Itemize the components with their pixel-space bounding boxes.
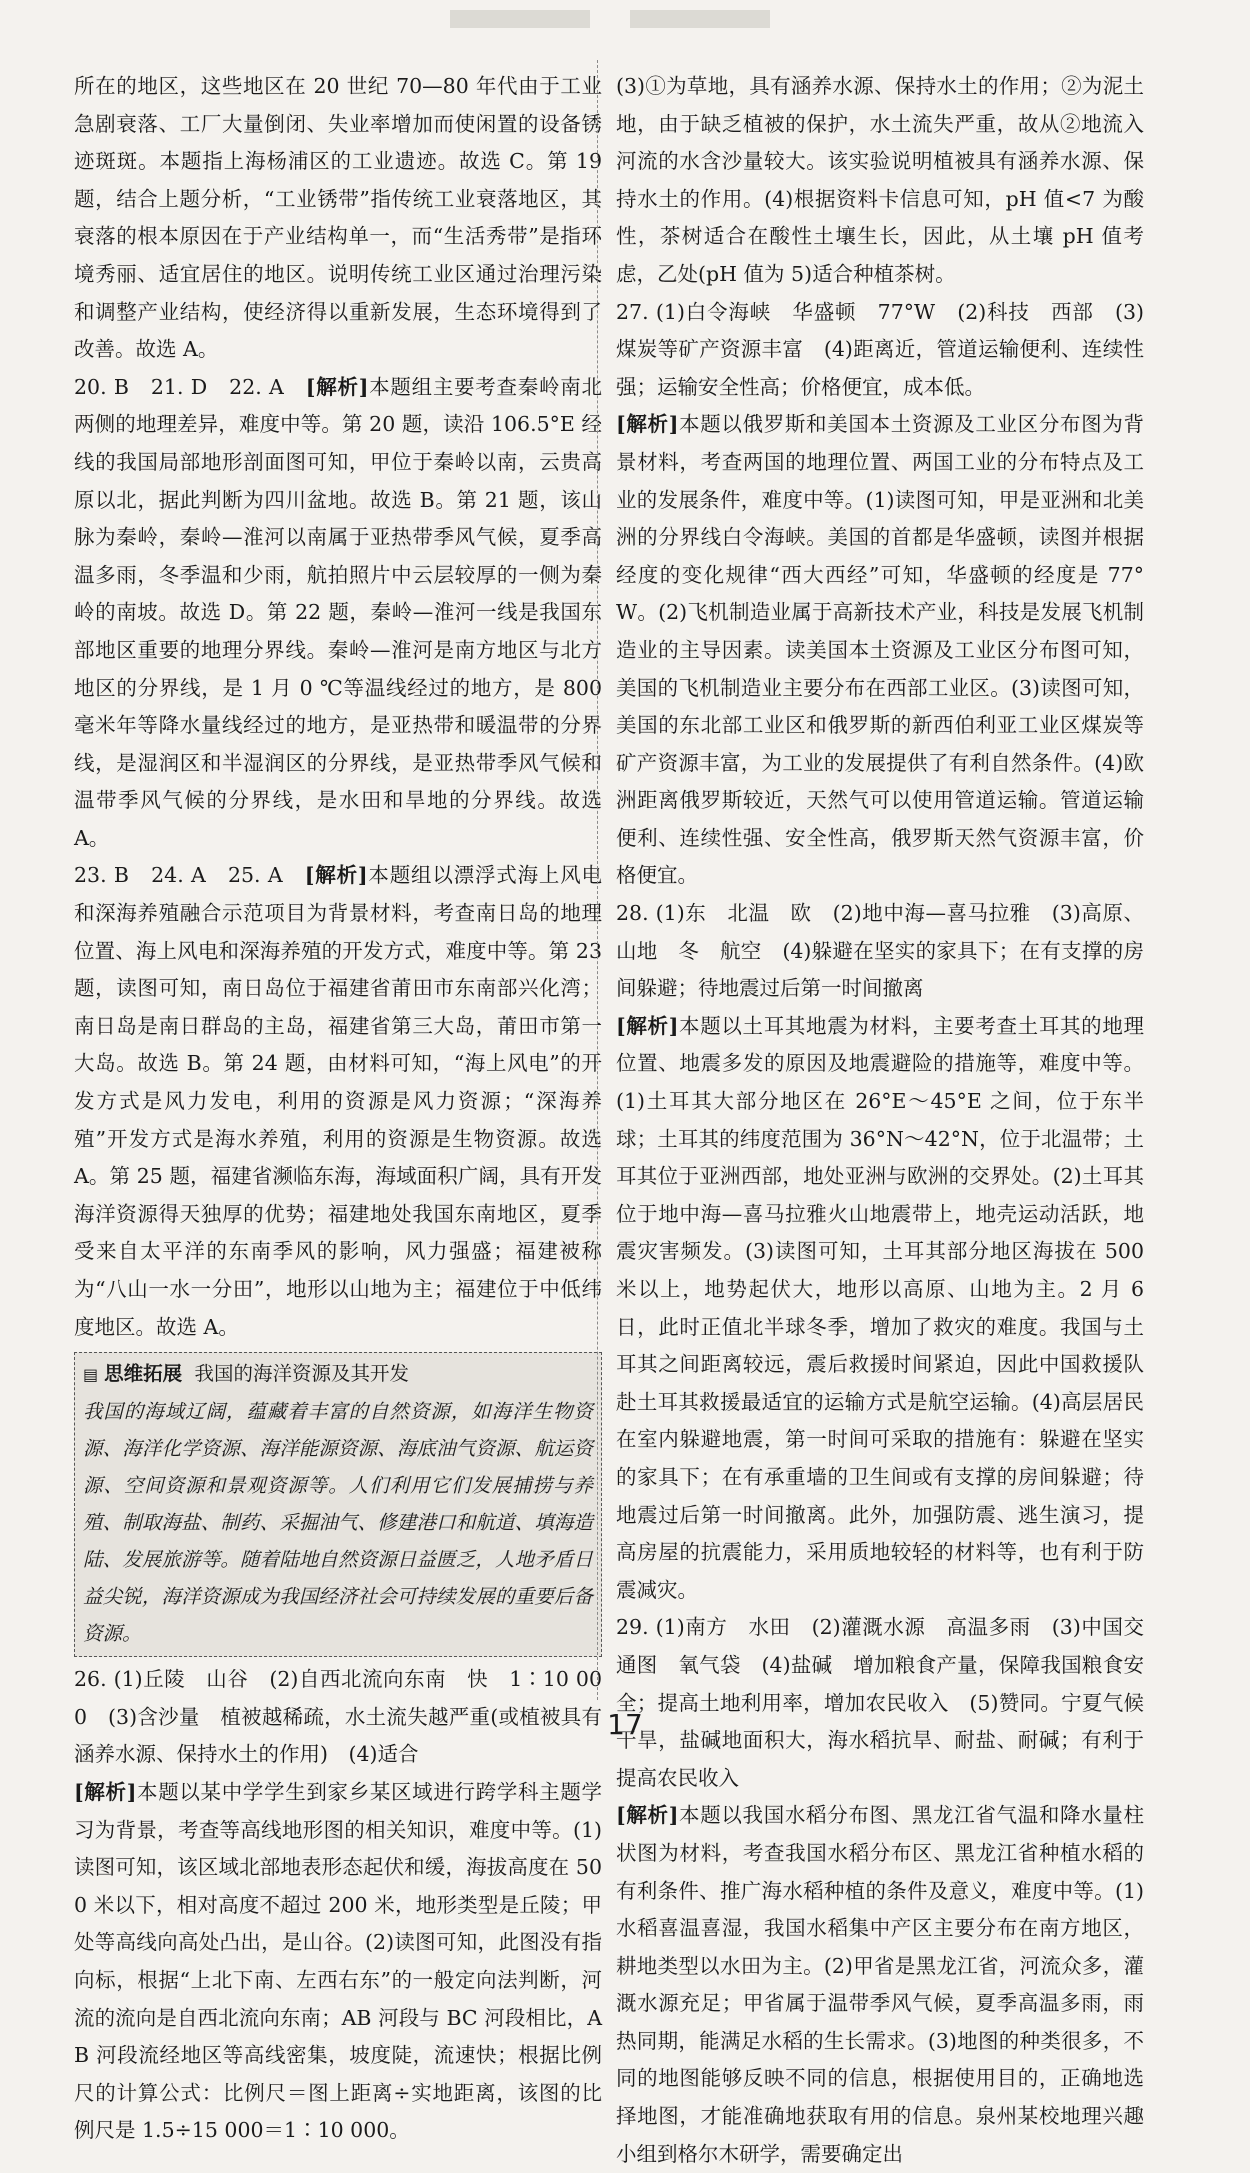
analysis-tag: [解析]	[616, 1803, 679, 1828]
analysis-tag: [解析]	[616, 412, 679, 437]
answer-paragraph-28: 28. (1)东 北温 欧 (2)地中海—喜马拉雅 (3)高原、山地 冬 航空 (4)躲避在坚实的家具下；在有支撑的房间躲避；待地震过后第一时间撤离	[616, 901, 1144, 1001]
right-column	[616, 68, 1144, 2173]
analysis-text: 本题组主要考查秦岭南北两侧的地理差异，难度中等。第 20 题，读沿 106.5°E 经线的我国局部地形剖面图可知，甲位于秦岭以南，云贵高原以北，据此判断为四川盆地。故选 B。第 21 题，该山脉为秦岭，秦岭—淮河以南属于亚热带季风气候，夏季高温多雨，冬季温和少雨，航拍照片中云层较厚的一侧为秦岭的南坡。故选 D。第 22 题，秦岭—淮河一线是我国东部地区重要的地理分界线。秦岭—淮河是南方地区与北方地区的分界线，是 1 月 0 ℃等温线经过的地方，是 800 毫米年等降水量线经过的地方，是亚热带和暖温带的分界线，是湿润区和半湿润区的分界线，是亚热带季风气候和温带季风气候的分界线，是水田和旱地的分界线。故选 A。	[74, 374, 602, 850]
answer-key: 20. B 21. D 22. A	[74, 374, 306, 399]
analysis-text: 本题以某中学学生到家乡某区域进行跨学科主题学习为背景，考查等高线地形图的相关知识，难度中等。(1)读图可知，该区域北部地表形态起伏和缓，海拔高度在 500 米以下，相对高度不超过 200 米，地形类型是丘陵；甲处等高线向高处凸出，是山谷。(2)读图可知，此图没有指向标，根据“上北下南、左西右东”的一般定向法判断，河流的流向是自西北流向东南；AB 河段与 BC 河段相比，AB 河段流经地区等高线密集，坡度陡，流速快；根据比例尺的计算公式：比例尺＝图上距离÷实地距离，该图的比例尺是 1.5÷15 000＝1∶10 000。	[74, 1779, 602, 2143]
answer-paragraph-23-25	[74, 857, 602, 1346]
answer-paragraph-19: 所在的地区，这些地区在 20 世纪 70—80 年代由于工业急剧衰落、工厂大量倒闭、失业率增加而使闲置的设备锈迹斑斑。本题指上海杨浦区的工业遗迹。故选 C。第 19 题，结合上题分析，“工业锈带”指传统工业衰落地区，其衰落的根本原因在于产业结构单一，而“生活秀带”是指环境秀丽、适宜居住的地区。说明传统工业区通过治理污染和调整产业结构，使经济得以重新发展，生态环境得到了改善。故选 A。	[74, 74, 602, 362]
analysis-paragraph-26	[74, 1774, 602, 2150]
answer-paragraph-27: 27. (1)白令海峡 华盛顿 77°W (2)科技 西部 (3)煤炭等矿产资源丰富 (4)距离近，管道运输便利、连续性强；运输安全性高；价格便宜，成本低。	[616, 299, 1144, 399]
box-title: 我国的海洋资源及其开发	[194, 1362, 410, 1386]
analysis-paragraph-29	[616, 1797, 1144, 2173]
answer-paragraph-29: 29. (1)南方 水田 (2)灌溉水源 高温多雨 (3)中国交通图 氧气袋 (4)盐碱 增加粮食产量，保障我国粮食安全；提高土地利用率，增加农民收入 (5)赞同。宁夏气候干旱，盐碱地面积大，海水稻抗旱、耐盐、耐碱；有利于提高农民收入	[616, 1615, 1144, 1790]
answer-paragraph-20-22	[74, 369, 602, 858]
analysis-tag: [解析]	[305, 374, 369, 399]
analysis-tag: [解析]	[74, 1779, 137, 1804]
box-header	[83, 1355, 593, 1393]
analysis-tag: [解析]	[304, 863, 368, 888]
answer-paragraph-26-cont: (3)①为草地，具有涵养水源、保持水土的作用；②为泥土地，由于缺乏植被的保护，水土流失严重，故从②地流入河流的水含沙量较大。该实验说明植被具有涵养水源、保持水土的作用。(4)根据资料卡信息可知，pH 值<7 为酸性，茶树适合在酸性土壤生长，因此，从土壤 pH 值考虑，乙处(pH 值为 5)适合种植茶树。	[616, 74, 1144, 286]
analysis-text: 本题以土耳其地震为材料，主要考查土耳其的地理位置、地震多发的原因及地震避险的措施等，难度中等。(1)土耳其大部分地区在 26°E～45°E 之间，位于东半球；土耳其的纬度范围为 36°N～42°N，位于北温带；土耳其位于亚洲西部，地处亚洲与欧洲的交界处。(2)土耳其位于地中海—喜马拉雅火山地震带上，地壳运动活跃，地震灾害频发。(3)读图可知，土耳其部分地区海拔在 500 米以上，地势起伏大，地形以高原、山地为主。2 月 6 日，此时正值北半球冬季，增加了救灾的难度。我国与土耳其之间距离较远，震后救援时间紧迫，因此中国救援队赴土耳其救援最适宜的运输方式是航空运输。(4)高层居民在室内躲避地震，第一时间可采取的措施有：躲避在坚实的家具下；在有承重墙的卫生间或有支撑的房间躲避；待地震过后第一时间撤离。此外，加强防震、逃生演习，提高房屋的抗震能力，采用质地较轻的材料等，也有利于防震减灾。	[616, 1013, 1144, 1602]
analysis-paragraph-27	[616, 406, 1144, 895]
box-body: 我国的海域辽阔，蕴藏着丰富的自然资源，如海洋生物资源、海洋化学资源、海洋能源资源、海底油气资源、航运资源、空间资源和景观资源等。人们利用它们发展捕捞与养殖、制取海盐、制药、采掘油气、修建港口和航道、填海造陆、发展旅游等。随着陆地自然资源日益匮乏，人地矛盾日益尖锐，海洋资源成为我国经济社会可持续发展的重要后备资源。	[83, 1400, 593, 1646]
book-icon: ▤	[83, 1365, 99, 1385]
analysis-text: 本题以我国水稻分布图、黑龙江省气温和降水量柱状图为材料，考查我国水稻分布区、黑龙江省种植水稻的有利条件、推广海水稻种植的条件及意义，难度中等。(1)水稻喜温喜湿，我国水稻集中产区主要分布在南方地区，耕地类型以水田为主。(2)甲省是黑龙江省，河流众多，灌溉水源充足；甲省属于温带季风气候，夏季高温多雨，雨热同期，能满足水稻的生长需求。(3)地图的种类很多，不同的地图能够反映不同的信息，根据使用目的，正确地选择地图，才能准确地获取有用的信息。泉州某校地理兴趣小组到格尔木研学，需要确定出	[616, 1803, 1144, 2166]
analysis-paragraph-28	[616, 1008, 1144, 1610]
analysis-text: 本题组以漂浮式海上风电和深海养殖融合示范项目为背景材料，考查南日岛的地理位置、海上风电和深海养殖的开发方式，难度中等。第 23 题，读图可知，南日岛位于福建省莆田市东南部兴化湾；南日岛是南日群岛的主岛，福建省第三大岛，莆田市第一大岛。故选 B。第 24 题，由材料可知，“海上风电”的开发方式是风力发电，利用的资源是风力资源；“深海养殖”开发方式是海水养殖，利用的资源是生物资源。故选 A。第 25 题，福建省濒临东海，海域面积广阔，具有开发海洋资源得天独厚的优势；福建地处我国东南地区，夏季受来自太平洋的东南季风的影响，风力强盛；福建被称为“八山一水一分田”，地形以山地为主；福建位于中低纬度地区。故选 A。	[74, 863, 603, 1339]
column-divider	[597, 60, 598, 1700]
answer-paragraph-26: 26. (1)丘陵 山谷 (2)自西北流向东南 快 1∶10 000 (3)含沙量 植被越稀疏，水土流失越严重(或植被具有涵养水源、保持水土的作用) (4)适合	[74, 1667, 602, 1767]
analysis-tag: [解析]	[616, 1013, 679, 1038]
page-number: 17	[607, 1708, 643, 1741]
left-column	[74, 68, 602, 2150]
top-scan-marks	[450, 10, 770, 36]
answer-key: 23. B 24. A 25. A	[74, 863, 305, 888]
box-label: 思维拓展	[104, 1362, 183, 1386]
analysis-text: 本题以俄罗斯和美国本土资源及工业区分布图为背景材料，考查两国的地理位置、两国工业的分布特点及工业的发展条件，难度中等。(1)读图可知，甲是亚洲和北美洲的分界线白令海峡。美国的首都是华盛顿，读图并根据经度的变化规律“西大西经”可知，华盛顿的经度是 77°W。(2)飞机制造业属于高新技术产业，科技是发展飞机制造业的主导因素。读美国本土资源及工业区分布图可知，美国的飞机制造业主要分布在西部工业区。(3)读图可知，美国的东北部工业区和俄罗斯的新西伯利亚工业区煤炭等矿产资源丰富，为工业的发展提供了有利自然条件。(4)欧洲距离俄罗斯较近，天然气可以使用管道运输。管道运输便利、连续性强、安全性高，俄罗斯天然气资源丰富，价格便宜。	[616, 412, 1144, 888]
thinking-extension-box	[74, 1352, 602, 1657]
